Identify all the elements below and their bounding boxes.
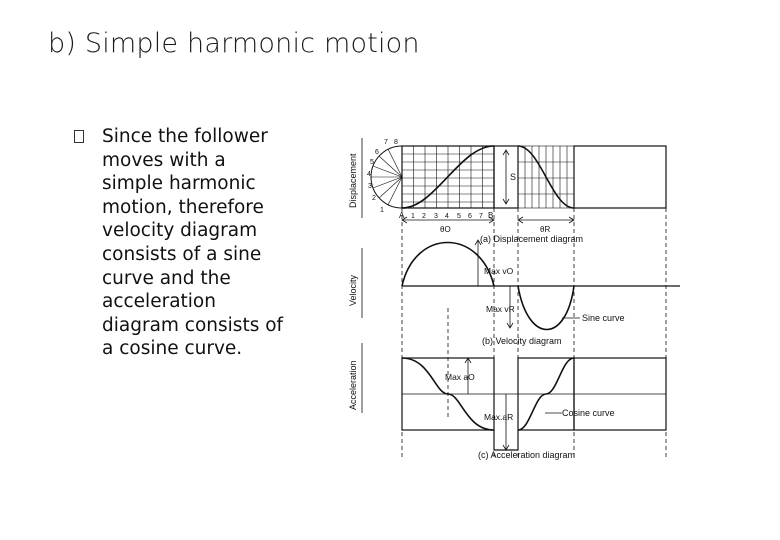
circle-number-7: 7: [384, 139, 388, 146]
circle-number-3: 3: [368, 183, 372, 190]
acceleration-axis-label: Acceleration: [348, 360, 358, 410]
max-vo-label: Max vO: [484, 266, 514, 276]
guide-lines: [402, 208, 666, 458]
displacement-axis-label: Displacement: [348, 153, 358, 208]
theta-r-label: θR: [540, 225, 551, 234]
circle-number-1: 1: [380, 207, 384, 214]
velocity-diagram: [362, 240, 680, 330]
bullet-text: Since the follower moves with a simple harmonic motion, therefore velocity diagram consists of a sine curve and the acceleration diagram consists of a cosine curve.: [102, 126, 284, 360]
cosine-curve-label: Cosine curve: [562, 408, 615, 418]
circle-number-4: 4: [367, 171, 371, 178]
circle-number-8: 8: [394, 139, 398, 146]
motion-diagrams: [340, 128, 700, 468]
acceleration-diagram: [362, 343, 666, 450]
velocity-axis-label: Velocity: [348, 274, 358, 306]
max-ar-label: Max.aR: [484, 412, 514, 422]
circle-number-2: 2: [372, 195, 376, 202]
circle-number-6: 6: [375, 149, 379, 156]
s-label: S: [510, 172, 517, 182]
tick-number-4: 4: [445, 213, 449, 220]
theta-o-label: θO: [440, 225, 451, 234]
tick-number-5: 5: [457, 213, 461, 220]
point-a-label: A: [399, 211, 405, 220]
displacement-caption: (a) Displacement diagram: [480, 234, 584, 244]
max-vr-label: Max vR: [486, 304, 515, 314]
tick-number-6: 6: [468, 213, 472, 220]
tick-number-3: 3: [434, 213, 438, 220]
tick-number-2: 2: [422, 213, 426, 220]
sine-curve-label: Sine curve: [582, 313, 625, 323]
velocity-caption: (b) Velocity diagram: [482, 336, 562, 346]
tick-number-1: 1: [411, 213, 415, 220]
square-bullet-icon: [74, 130, 84, 143]
circle-number-5: 5: [370, 159, 374, 166]
acceleration-caption: (c) Acceleration diagram: [478, 450, 576, 460]
max-ao-label: Max aO: [445, 372, 475, 382]
point-b-label: B: [488, 211, 494, 220]
tick-number-7: 7: [479, 213, 483, 220]
slide-title: b) Simple harmonic motion: [48, 28, 420, 59]
